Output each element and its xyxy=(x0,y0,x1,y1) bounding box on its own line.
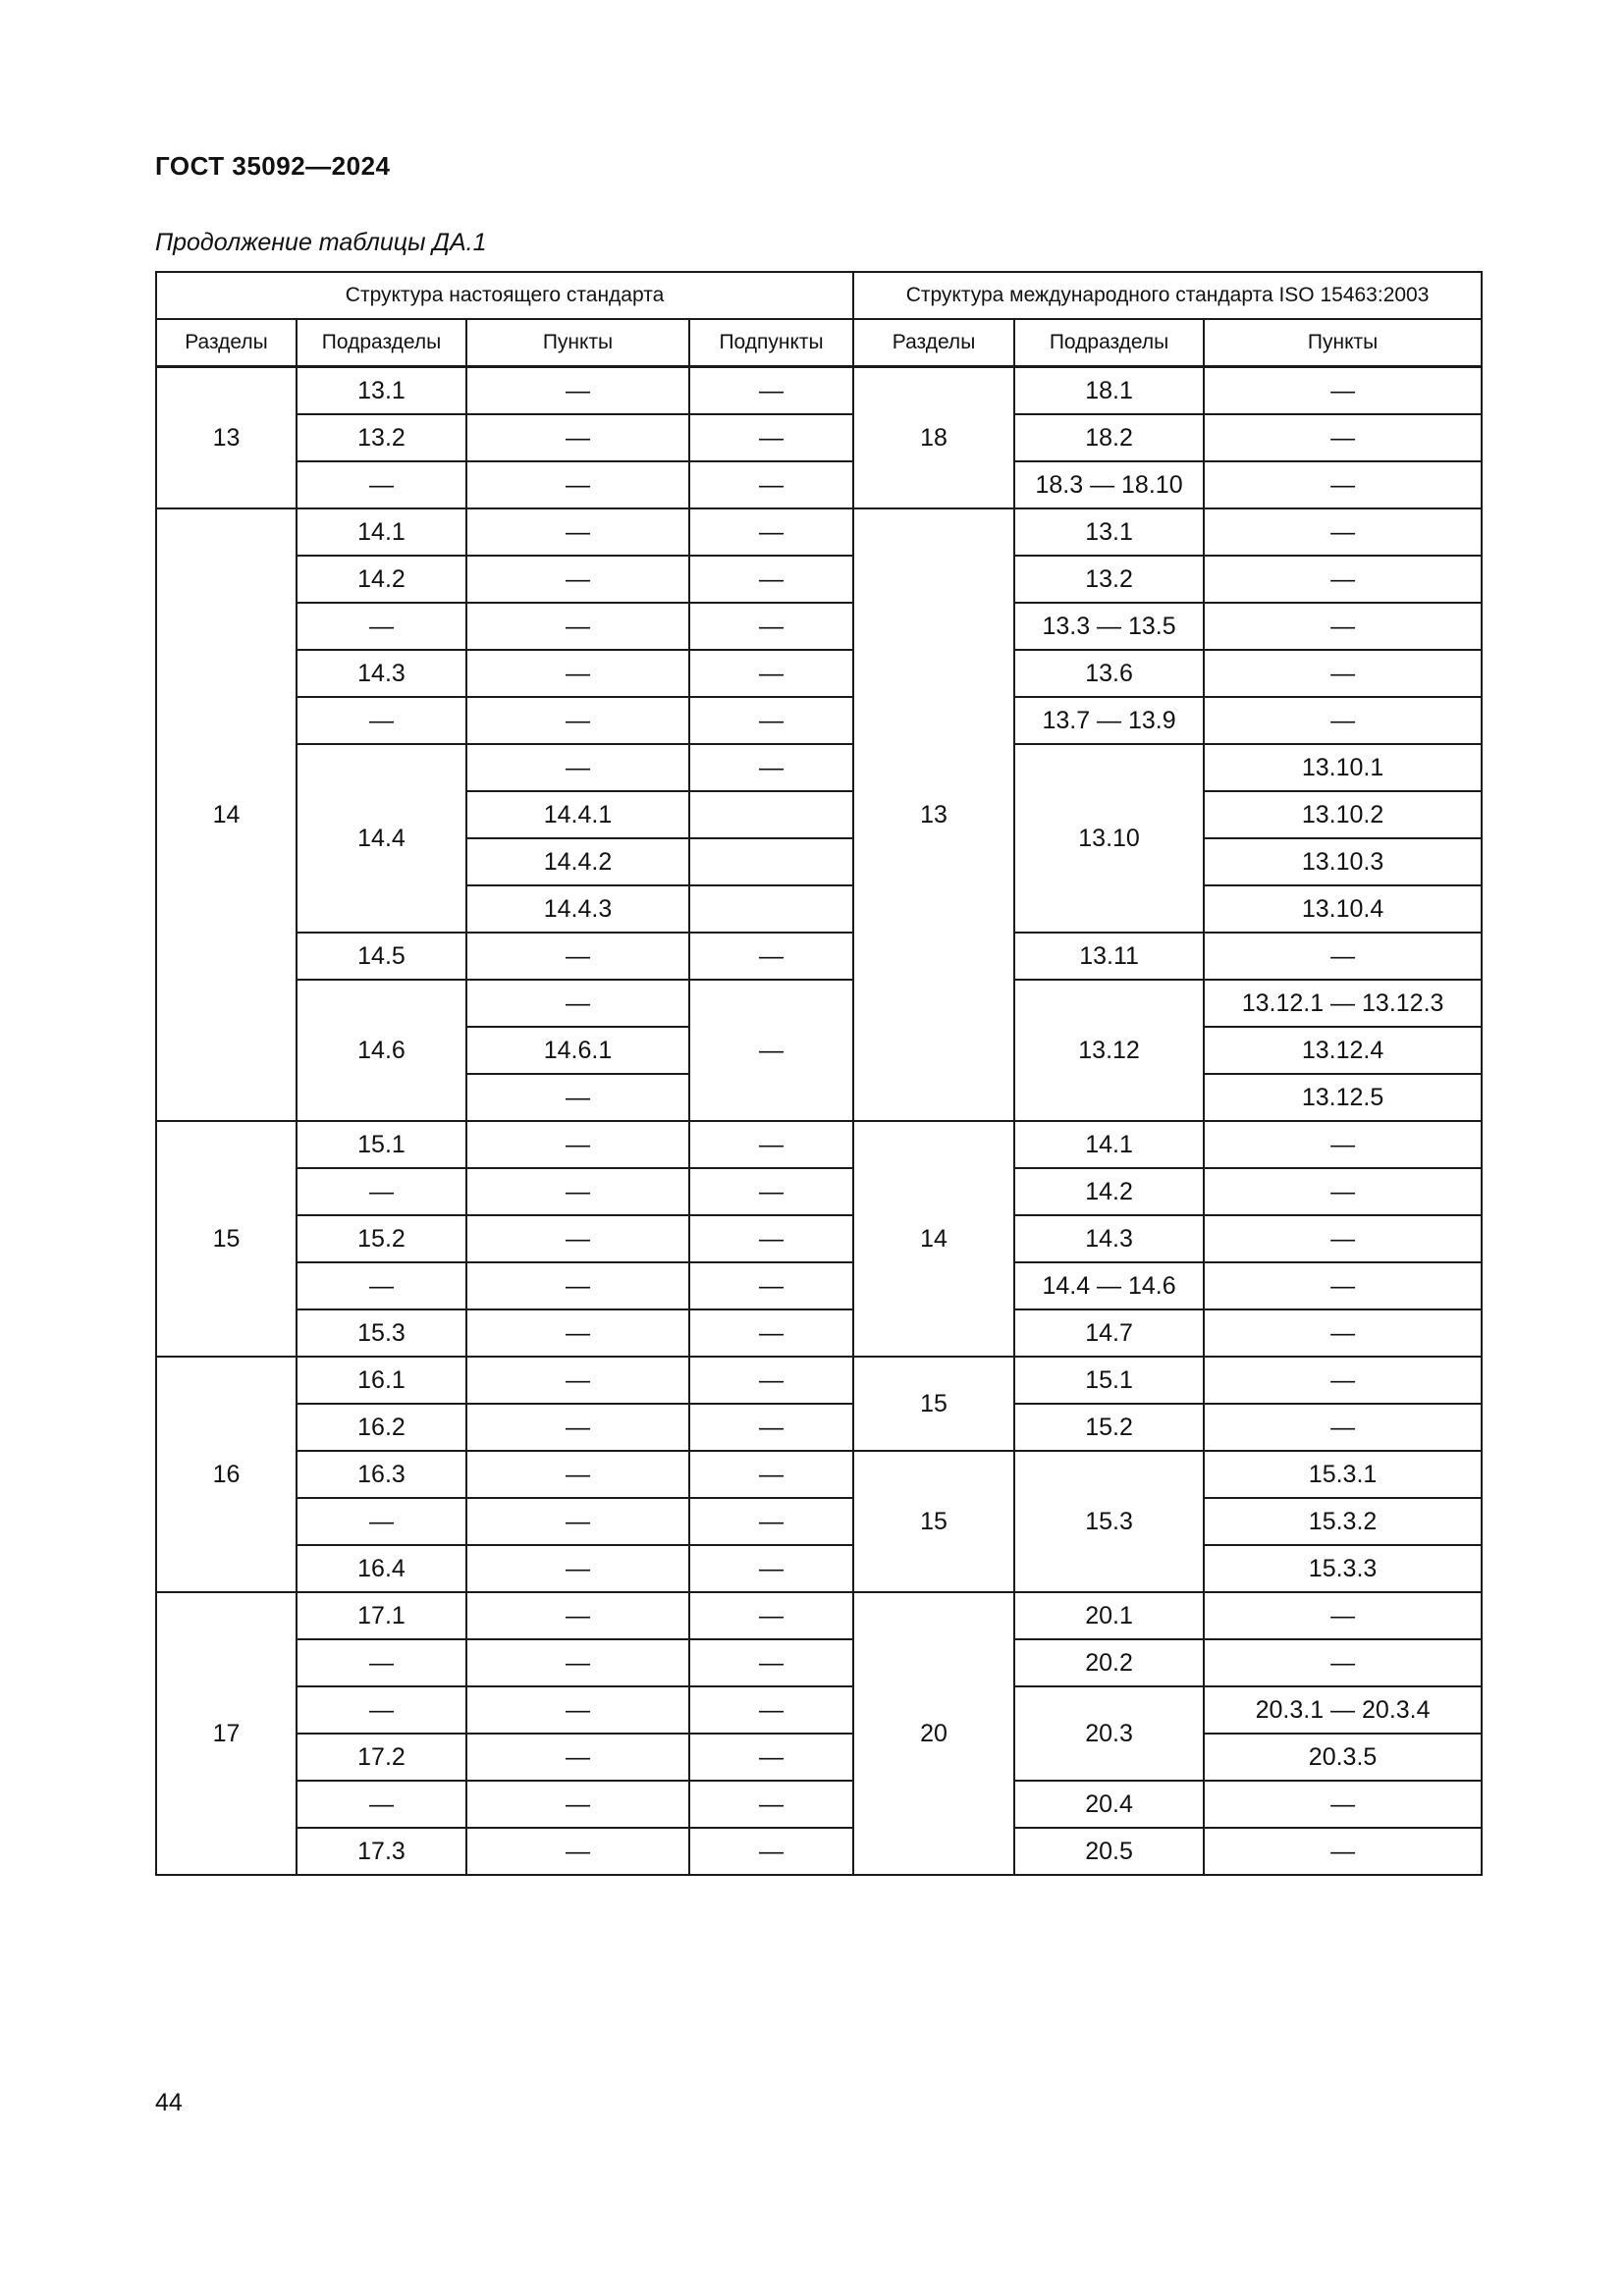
table-cell: 20.2 xyxy=(1014,1639,1204,1686)
table-cell: — xyxy=(689,367,853,415)
column-header: Подразделы xyxy=(1014,319,1204,367)
table-cell: 13.10.3 xyxy=(1204,838,1482,885)
table-cell: 13.3 — 13.5 xyxy=(1014,603,1204,650)
table-cell: — xyxy=(1204,508,1482,556)
table-cell: — xyxy=(1204,933,1482,980)
table-cell: — xyxy=(1204,1639,1482,1686)
table-cell: — xyxy=(466,1686,689,1734)
table-row xyxy=(156,933,1482,980)
table-cell: — xyxy=(466,1357,689,1404)
table-cell: — xyxy=(1204,1309,1482,1357)
table-cell xyxy=(689,838,853,885)
column-header: Разделы xyxy=(156,319,297,367)
table-cell: 15.3.3 xyxy=(1204,1545,1482,1592)
table-cell: — xyxy=(1204,603,1482,650)
table-cell: 13.2 xyxy=(297,414,466,461)
table-body xyxy=(156,367,1482,1876)
table-cell: 13.6 xyxy=(1014,650,1204,697)
table-cell: 15.3 xyxy=(297,1309,466,1357)
table-cell: 13.10.1 xyxy=(1204,744,1482,791)
table-cell: — xyxy=(466,508,689,556)
table-cell: 20.3.5 xyxy=(1204,1734,1482,1781)
table-cell: — xyxy=(689,1357,853,1404)
table-cell: — xyxy=(1204,1781,1482,1828)
table-cell: 16 xyxy=(156,1357,297,1592)
table-cell: — xyxy=(1204,1404,1482,1451)
table-cell: — xyxy=(466,650,689,697)
table-cell: — xyxy=(1204,1168,1482,1215)
table-row xyxy=(156,697,1482,744)
table-cell: — xyxy=(466,1121,689,1168)
table-cell: 18.3 — 18.10 xyxy=(1014,461,1204,508)
table-cell: 20.3.1 — 20.3.4 xyxy=(1204,1686,1482,1734)
column-header: Пункты xyxy=(1204,319,1482,367)
table-cell: 13.1 xyxy=(297,367,466,415)
table-cell: — xyxy=(466,1781,689,1828)
table-cell: — xyxy=(466,367,689,415)
table-cell: — xyxy=(1204,1592,1482,1639)
table-cell: — xyxy=(297,1168,466,1215)
table-row xyxy=(156,1686,1482,1734)
table-cell: — xyxy=(1204,461,1482,508)
table-cell: 14.4.1 xyxy=(466,791,689,838)
group-header-this-standard: Структура настоящего стандарта xyxy=(156,272,853,319)
table-cell: 14.3 xyxy=(1014,1215,1204,1262)
table-cell: 14.5 xyxy=(297,933,466,980)
table-cell: 13.10.4 xyxy=(1204,885,1482,933)
table-cell: 14.4 — 14.6 xyxy=(1014,1262,1204,1309)
table-row xyxy=(156,367,1482,415)
table-cell: 13 xyxy=(156,367,297,509)
table-cell: — xyxy=(1204,1262,1482,1309)
table-cell: — xyxy=(1204,556,1482,603)
column-header: Разделы xyxy=(853,319,1014,367)
table-cell: — xyxy=(689,1215,853,1262)
table-row xyxy=(156,603,1482,650)
table-cell: 13.10.2 xyxy=(1204,791,1482,838)
table-cell: 13.10 xyxy=(1014,744,1204,933)
table-cell: 20.4 xyxy=(1014,1781,1204,1828)
table-cell: — xyxy=(689,980,853,1121)
table-cell: — xyxy=(1204,414,1482,461)
table-cell: — xyxy=(689,603,853,650)
table-cell: 13.7 — 13.9 xyxy=(1014,697,1204,744)
table-row xyxy=(156,556,1482,603)
table-cell: — xyxy=(1204,1215,1482,1262)
table-cell: 16.2 xyxy=(297,1404,466,1451)
table-cell: 14.2 xyxy=(297,556,466,603)
table-cell: — xyxy=(466,1168,689,1215)
table-cell: — xyxy=(297,1639,466,1686)
table-cell: — xyxy=(297,1262,466,1309)
group-header-row xyxy=(156,272,1482,319)
table-cell: — xyxy=(297,461,466,508)
table-cell: — xyxy=(1204,697,1482,744)
table-cell: 14.3 xyxy=(297,650,466,697)
table-cell: 14.6 xyxy=(297,980,466,1121)
table-cell: — xyxy=(1204,1828,1482,1875)
table-cell: — xyxy=(466,461,689,508)
table-caption: Продолжение таблицы ДА.1 xyxy=(155,229,487,256)
table-cell: — xyxy=(466,1498,689,1545)
table-cell xyxy=(689,791,853,838)
table-cell: 16.1 xyxy=(297,1357,466,1404)
table-row xyxy=(156,980,1482,1027)
table-cell: — xyxy=(689,1592,853,1639)
page-number: 44 xyxy=(155,2089,183,2116)
table-cell: — xyxy=(689,1498,853,1545)
table-cell: 15.3.1 xyxy=(1204,1451,1482,1498)
table-cell: — xyxy=(297,1781,466,1828)
table-cell: 16.3 xyxy=(297,1451,466,1498)
table-cell: 20.3 xyxy=(1014,1686,1204,1781)
table-cell: — xyxy=(1204,367,1482,415)
table-cell: — xyxy=(466,697,689,744)
table-cell: — xyxy=(689,1686,853,1734)
document-code: ГОСТ 35092—2024 xyxy=(155,151,391,181)
table-cell: — xyxy=(689,744,853,791)
table-cell: 17.1 xyxy=(297,1592,466,1639)
table-cell: — xyxy=(689,1545,853,1592)
table-row xyxy=(156,744,1482,791)
table-cell: — xyxy=(466,980,689,1027)
table-cell: — xyxy=(466,1404,689,1451)
table-cell: — xyxy=(689,414,853,461)
table-cell: 13.1 xyxy=(1014,508,1204,556)
table-cell: 15.3.2 xyxy=(1204,1498,1482,1545)
table-cell: 14.4.3 xyxy=(466,885,689,933)
table-cell: 13.11 xyxy=(1014,933,1204,980)
table-cell: — xyxy=(689,697,853,744)
column-header-row xyxy=(156,319,1482,367)
table-cell: 14.2 xyxy=(1014,1168,1204,1215)
table-cell: 14.1 xyxy=(297,508,466,556)
table-cell: 18.2 xyxy=(1014,414,1204,461)
table-cell: — xyxy=(689,1121,853,1168)
table-cell: — xyxy=(466,1074,689,1121)
group-header-iso-standard: Структура международного стандарта ISO 15463:2003 xyxy=(853,272,1482,319)
table-cell: 20.5 xyxy=(1014,1828,1204,1875)
correspondence-table xyxy=(155,271,1483,1876)
table-cell: — xyxy=(297,1498,466,1545)
table-cell: 15.2 xyxy=(297,1215,466,1262)
table-cell: — xyxy=(466,1262,689,1309)
table-cell: — xyxy=(466,1592,689,1639)
table-row xyxy=(156,1168,1482,1215)
table-cell: 13.12.5 xyxy=(1204,1074,1482,1121)
table-cell: 13.12.4 xyxy=(1204,1027,1482,1074)
table-cell: — xyxy=(689,1639,853,1686)
table-row xyxy=(156,1451,1482,1498)
table-cell: 14.4.2 xyxy=(466,838,689,885)
table-cell: — xyxy=(466,744,689,791)
table-cell: 15 xyxy=(853,1451,1014,1592)
table-row xyxy=(156,461,1482,508)
table-cell: 15.1 xyxy=(297,1121,466,1168)
table-cell: — xyxy=(689,508,853,556)
table-row xyxy=(156,1357,1482,1404)
table-row xyxy=(156,1309,1482,1357)
table-cell: — xyxy=(689,650,853,697)
table-row xyxy=(156,1262,1482,1309)
table-cell: — xyxy=(466,1309,689,1357)
table-cell: 13.12.1 — 13.12.3 xyxy=(1204,980,1482,1027)
table-row xyxy=(156,1639,1482,1686)
table-row xyxy=(156,1781,1482,1828)
table-cell: — xyxy=(689,933,853,980)
table-row xyxy=(156,1498,1482,1545)
table-cell: 17 xyxy=(156,1592,297,1875)
table-cell: 18 xyxy=(853,367,1014,509)
table-cell: 14.7 xyxy=(1014,1309,1204,1357)
table-cell: — xyxy=(466,1828,689,1875)
column-header: Подпункты xyxy=(689,319,853,367)
table-cell: — xyxy=(689,1309,853,1357)
table-row xyxy=(156,650,1482,697)
table-row xyxy=(156,1215,1482,1262)
table-cell: — xyxy=(466,1215,689,1262)
table-cell: 15 xyxy=(853,1357,1014,1451)
table-cell: 20 xyxy=(853,1592,1014,1875)
table-cell: 14 xyxy=(156,508,297,1121)
table-cell: — xyxy=(466,1545,689,1592)
table-cell: 18.1 xyxy=(1014,367,1204,415)
table-cell: 15 xyxy=(156,1121,297,1357)
table-cell: — xyxy=(466,1451,689,1498)
column-header: Подразделы xyxy=(297,319,466,367)
table-cell: — xyxy=(466,1639,689,1686)
table-cell: — xyxy=(689,1404,853,1451)
table-cell: — xyxy=(466,933,689,980)
table-row xyxy=(156,1545,1482,1592)
table-cell: 13.12 xyxy=(1014,980,1204,1121)
table-cell: 20.1 xyxy=(1014,1592,1204,1639)
table-cell: 13 xyxy=(853,508,1014,1121)
table-cell: — xyxy=(1204,1121,1482,1168)
table-cell: — xyxy=(689,1168,853,1215)
table-cell xyxy=(689,885,853,933)
table-cell: — xyxy=(689,1734,853,1781)
table-row xyxy=(156,414,1482,461)
table-cell: 13.2 xyxy=(1014,556,1204,603)
table-row xyxy=(156,508,1482,556)
table-cell: — xyxy=(689,1781,853,1828)
table-row xyxy=(156,1734,1482,1781)
table-cell: — xyxy=(466,1734,689,1781)
table-row xyxy=(156,1592,1482,1639)
table-cell: 16.4 xyxy=(297,1545,466,1592)
table-cell: — xyxy=(689,461,853,508)
table-cell: 15.3 xyxy=(1014,1451,1204,1592)
column-header: Пункты xyxy=(466,319,689,367)
table-cell: — xyxy=(297,1686,466,1734)
table-cell: 17.2 xyxy=(297,1734,466,1781)
table-cell: — xyxy=(689,556,853,603)
table-cell: 17.3 xyxy=(297,1828,466,1875)
table-cell: 15.2 xyxy=(1014,1404,1204,1451)
table-cell: — xyxy=(689,1451,853,1498)
table-cell: 14.6.1 xyxy=(466,1027,689,1074)
table-cell: 14.1 xyxy=(1014,1121,1204,1168)
table-cell: — xyxy=(689,1262,853,1309)
table-cell: 14.4 xyxy=(297,744,466,933)
table-row xyxy=(156,1121,1482,1168)
table-cell: — xyxy=(689,1828,853,1875)
table-cell: — xyxy=(466,414,689,461)
table-cell: — xyxy=(297,697,466,744)
table-cell: — xyxy=(466,556,689,603)
table-cell: 15.1 xyxy=(1014,1357,1204,1404)
table-cell: — xyxy=(297,603,466,650)
table-cell: — xyxy=(466,603,689,650)
table-cell: — xyxy=(1204,1357,1482,1404)
table-cell: 14 xyxy=(853,1121,1014,1357)
table-row xyxy=(156,1404,1482,1451)
table-cell: — xyxy=(1204,650,1482,697)
table-row xyxy=(156,1828,1482,1875)
